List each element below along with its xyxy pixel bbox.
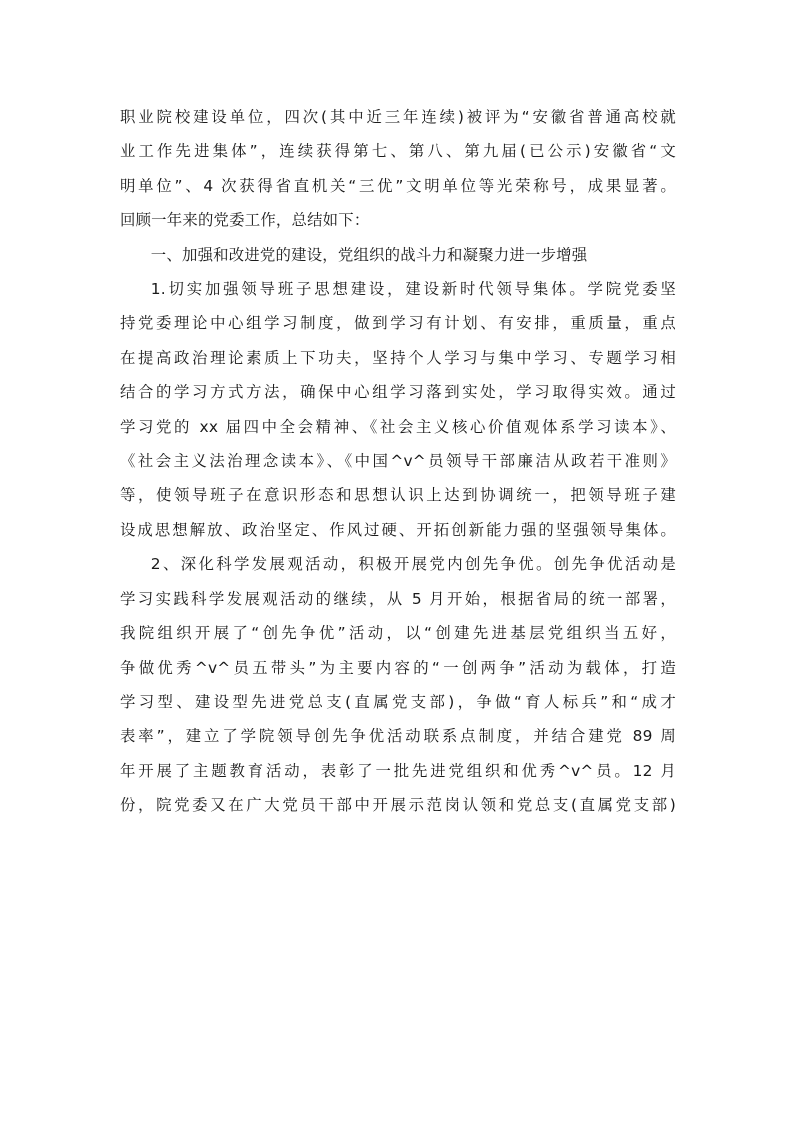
text-line: 2、深化科学发展观活动，积极开展党内创先争优。创先争优活动是 xyxy=(150,555,676,574)
text-line: 持党委理论中心组学习制度，做到学习有计划、有安排，重质量，重点 xyxy=(120,314,676,333)
document-body xyxy=(120,100,676,823)
text-line: 学习党的 xx 届四中全会精神、《社会主义核心价值观体系学习读本》、 xyxy=(120,417,676,436)
text-line: 我院组织开展了“创先争优”活动，以“创建先进基层党组织当五好， xyxy=(120,624,676,643)
text-line: 结合的学习方式方法，确保中心组学习落到实处，学习取得实效。通过 xyxy=(120,383,676,402)
text-line: 业工作先进集体”，连续获得第七、第八、第九届(已公示)安徽省“文 xyxy=(120,142,676,161)
text-line: 学习实践科学发展观活动的继续，从 5 月开始，根据省局的统一部署， xyxy=(120,589,676,608)
text-line: 《社会主义法治理念读本》、《中国^v^员领导干部廉洁从政若干准则》 xyxy=(120,452,676,471)
text-line: 1.切实加强领导班子思想建设，建设新时代领导集体。学院党委坚 xyxy=(150,280,676,299)
text-line: 等，使领导班子在意识形态和思想认识上达到协调统一，把领导班子建 xyxy=(120,486,676,505)
paragraph-item-2 xyxy=(120,547,676,822)
section-heading xyxy=(120,238,676,272)
text-line: 一、加强和改进党的建设，党组织的战斗力和凝聚力进一步增强 xyxy=(150,245,588,264)
paragraph-item-1 xyxy=(120,272,676,547)
text-line: 份，院党委又在广大党员干部中开展示范岗认领和党总支(直属党支部) xyxy=(120,796,676,815)
text-line: 表率”，建立了学院领导创先争优活动联系点制度，并结合建党 89 周 xyxy=(120,727,676,746)
text-line: 回顾一年来的党委工作，总结如下： xyxy=(120,211,370,230)
text-line: 年开展了主题教育活动，表彰了一批先进党组织和优秀^v^员。12 月 xyxy=(120,761,676,780)
paragraph-intro xyxy=(120,100,676,238)
text-line: 学习型、建设型先进党总支(直属党支部)，争做“育人标兵”和“成才 xyxy=(120,692,676,711)
text-line: 设成思想解放、政治坚定、作风过硬、开拓创新能力强的坚强领导集体。 xyxy=(120,520,676,539)
text-line: 明单位”、4 次获得省直机关“三优”文明单位等光荣称号，成果显著。 xyxy=(120,176,676,195)
text-line: 职业院校建设单位，四次(其中近三年连续)被评为“安徽省普通高校就 xyxy=(120,108,676,126)
text-line: 在提高政治理论素质上下功夫，坚持个人学习与集中学习、专题学习相 xyxy=(120,348,676,367)
text-line: 争做优秀^v^员五带头”为主要内容的“一创两争”活动为载体，打造 xyxy=(120,658,676,677)
